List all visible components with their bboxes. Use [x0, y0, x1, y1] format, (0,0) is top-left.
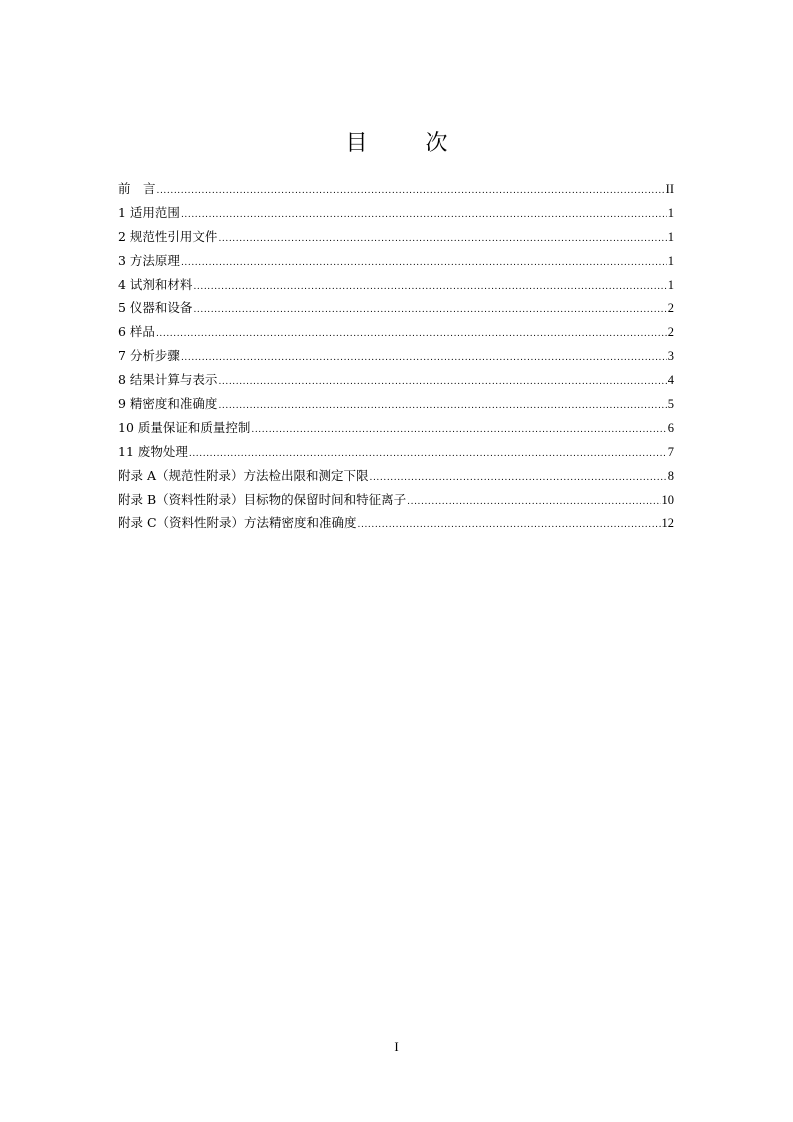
- toc-entry-label: 附录 C（资料性附录）方法精密度和准确度: [118, 515, 357, 531]
- toc-entry[interactable]: [118, 322, 674, 346]
- toc-entry[interactable]: [118, 442, 674, 466]
- toc-entry[interactable]: [118, 275, 674, 299]
- toc-entry[interactable]: [118, 179, 674, 203]
- toc-title: 目 次: [345, 131, 466, 156]
- toc-entry[interactable]: [118, 203, 674, 227]
- toc-entry-label: 8 结果计算与表示: [118, 372, 218, 388]
- toc-entry[interactable]: [118, 394, 674, 418]
- toc-dot-leader: [157, 181, 665, 201]
- toc-entry-label: 9 精密度和准确度: [118, 396, 218, 412]
- toc-dot-leader: [193, 300, 666, 320]
- toc-entry-page: 2: [667, 325, 674, 340]
- toc-dot-leader: [181, 205, 667, 225]
- toc-entry-page: 6: [667, 420, 674, 435]
- toc-dot-leader: [358, 515, 661, 535]
- toc-entry-label: 5 仪器和设备: [118, 300, 193, 316]
- toc-dot-leader: [218, 372, 666, 392]
- toc-entry[interactable]: [118, 346, 674, 370]
- toc-entry-page: 10: [661, 492, 674, 507]
- toc-entry-label: 4 试剂和材料: [118, 276, 193, 292]
- toc-dot-leader: [218, 396, 666, 416]
- toc-dot-leader: [251, 420, 666, 440]
- toc-entry-page: 1: [667, 229, 674, 244]
- toc-entry-label: 7 分析步骤: [118, 348, 180, 364]
- toc-entry[interactable]: [118, 298, 674, 322]
- toc-entry-label: 附录 A（规范性附录）方法检出限和测定下限: [118, 467, 369, 483]
- toc-entry-label: 10 质量保证和质量控制: [118, 419, 251, 435]
- toc-entry-page: 5: [667, 397, 674, 412]
- toc-dot-leader: [407, 492, 660, 512]
- toc-entry-page: 3: [667, 349, 674, 364]
- toc-entry-page: 2: [667, 301, 674, 316]
- toc-entry-label: 2 规范性引用文件: [118, 228, 218, 244]
- toc-entry-label: 附录 B（资料性附录）目标物的保留时间和特征离子: [118, 491, 407, 507]
- toc-entry-page: 12: [661, 516, 674, 531]
- toc-entry[interactable]: [118, 227, 674, 251]
- toc-entry-page: 4: [667, 373, 674, 388]
- toc-entry[interactable]: [118, 370, 674, 394]
- toc-entry-label: 3 方法原理: [118, 252, 180, 268]
- toc-list: [118, 179, 674, 537]
- toc-entry-page: 1: [667, 253, 674, 268]
- toc-entry-label: 11 废物处理: [118, 443, 188, 459]
- toc-entry-label: 1 适用范围: [118, 204, 180, 220]
- toc-dot-leader: [370, 468, 667, 488]
- toc-entry[interactable]: [118, 418, 674, 442]
- toc-dot-leader: [156, 324, 667, 344]
- toc-entry-page: 1: [667, 205, 674, 220]
- toc-dot-leader: [193, 277, 666, 297]
- page-number: I: [394, 1039, 399, 1054]
- toc-entry[interactable]: [118, 466, 674, 490]
- toc-entry[interactable]: [118, 513, 674, 537]
- toc-dot-leader: [189, 444, 667, 464]
- toc-dot-leader: [181, 253, 667, 273]
- toc-entry[interactable]: [118, 251, 674, 275]
- toc-entry-label: 前 言: [118, 181, 156, 196]
- toc-entry-page: 7: [667, 444, 674, 459]
- toc-dot-leader: [181, 348, 667, 368]
- toc-entry[interactable]: [118, 490, 674, 514]
- toc-entry-page: II: [665, 182, 674, 196]
- toc-entry-page: 1: [667, 277, 674, 292]
- toc-dot-leader: [218, 229, 666, 249]
- toc-entry-page: 8: [667, 468, 674, 483]
- toc-entry-label: 6 样品: [118, 324, 155, 340]
